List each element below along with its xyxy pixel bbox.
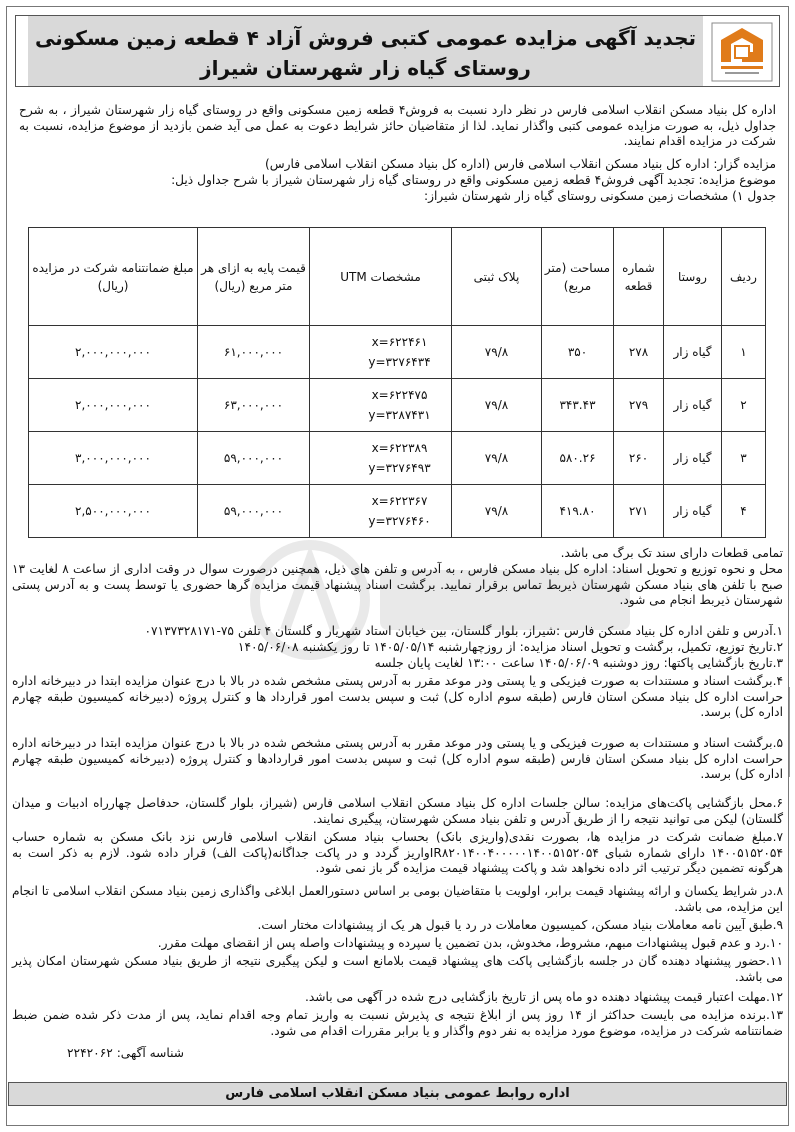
utm-y: y=۳۲۷۶۴۹۳: [368, 461, 431, 475]
subject-line: موضوع مزایده: تجدید آگهی فروش۴ قطعه زمین مسکونی واقع در روستای گیاه زار شهرستان شیراز با شرح جداول ذیل:: [171, 173, 776, 187]
table-caption: جدول ۱) مشخصات زمین مسکونی روستای گیاه زار شهرستان شیراز:: [424, 189, 776, 203]
cell-plaque: ۷۹/۸: [452, 326, 542, 379]
page-subtitle: روستای گیاه زار شهرستان شیراز: [200, 56, 531, 80]
table-row: [29, 432, 766, 485]
cell-row: ۴: [722, 485, 766, 538]
list-item: ۴.برگشت اسناد و مستندات به صورت فیزیکی و یا پستی ودر موعد مقرر به آدرس پستی مشخص شده در بالا با درج عنوان مزایده ابتدا در دبیرخانه اداره حراست اداره کل بنیاد مسکن استان فارس (طبقه سوم اداره کل) ثبت و سپس بدست امور قرارداد ها و کنترل پروژه (دبیرخانه کمیسیون طبقه چهارم اداره کل) برسد.: [12, 674, 783, 719]
col-header-lot: شماره قطعه: [614, 228, 664, 326]
cell-base-price: ۵۹,۰۰۰,۰۰۰: [198, 432, 310, 485]
list-item: ۱۰.رد و عدم قبول پیشنهادات مبهم، مشروط، مخدوش، بدن تضمین یا سپرده و پیشنهادات واصله پس از انقضای مهلت مقرر.: [157, 936, 783, 950]
cell-guarantee: ۳,۰۰۰,۰۰۰,۰۰۰: [29, 432, 198, 485]
cell-area: ۴۱۹.۸۰: [542, 485, 614, 538]
table-row: [29, 326, 766, 379]
cell-plaque: ۷۹/۸: [452, 379, 542, 432]
cell-lot: ۲۷۸: [614, 326, 664, 379]
distribution-paragraph: محل و نحوه توزیع و تحویل اسناد: اداره کل بنیاد مسکن فارس ، به آدرس و تلفن های ذیل، همچنین درصورت سوال در وقت اداری از ساعت ۸ لغایت ۱۳ صبح با تلفن های بنیاد مسکن شهرستان ذیربط تماس برقرار نمایید. برگشت اسناد پیشنهاد قیمت مزایده گرها حضوری یا توسط پست و به آدرس پستی شهرستان ذیربط انجام می شود.: [12, 562, 783, 607]
cell-utm: [310, 326, 452, 379]
utm-x: x=۶۲۲۴۶۱: [371, 335, 428, 349]
col-header-plaque: پلاک ثبتی: [452, 228, 542, 326]
utm-y: y=۳۲۷۶۴۶۰: [368, 514, 431, 528]
utm-x: x=۶۲۲۴۷۵: [371, 388, 428, 402]
header-title-band: [28, 16, 703, 86]
cell-guarantee: ۲,۰۰۰,۰۰۰,۰۰۰: [29, 379, 198, 432]
list-item: ۳.تاریخ بازگشایی پاکتها: روز دوشنبه ۱۴۰۵/۰۶/۰۹ ساعت ۱۳:۰۰ لغایت پایان جلسه: [374, 656, 783, 670]
cell-base-price: ۶۱,۰۰۰,۰۰۰: [198, 326, 310, 379]
utm-y: y=۳۲۸۷۴۳۱: [368, 408, 431, 422]
cell-base-price: ۶۳,۰۰۰,۰۰۰: [198, 379, 310, 432]
table-row: [29, 379, 766, 432]
utm-x: x=۶۲۲۳۸۹: [371, 441, 428, 455]
cell-area: ۳۴۳.۴۳: [542, 379, 614, 432]
utm-x: x=۶۲۲۳۶۷: [371, 494, 428, 508]
list-item: ۸.در شرایط یکسان و ارائه پیشنهاد قیمت برابر، اولویت با متقاضیان بومی بر اساس دستورالعمل ابلاغی واگذاری زمین بنیاد مسکن انقلاب اسلامی تا انجام این مزایده، می باشد.: [12, 884, 783, 914]
cell-guarantee: ۲,۵۰۰,۰۰۰,۰۰۰: [29, 485, 198, 538]
cell-village: گیاه زار: [664, 379, 722, 432]
list-item: ۶.محل بازگشایی پاکت‌های مزایده: سالن جلسات اداره کل بنیاد مسکن انقلاب اسلامی فارس (شیراز، بلوار گلستان، حدفاصل چهارراه ادبیات و میدان گلستان) لیکن می توانید نتیجه را از طریق آدرس و تلفن بنیاد مسکن شهرستان، پیگیری نمایند.: [12, 796, 783, 826]
cell-utm: [310, 379, 452, 432]
utm-y: y=۳۲۷۶۴۳۴: [368, 355, 431, 369]
cell-plaque: ۷۹/۸: [452, 485, 542, 538]
cell-village: گیاه زار: [664, 326, 722, 379]
col-header-row: ردیف: [722, 228, 766, 326]
list-item: ۱۱.حضور پیشنهاد دهنده گان در جلسه بازگشایی پاکت های پیشنهاد قیمت بلامانع است و لیکن پیگیری نتیجه از طریق بنیاد مسکن شهرستان امکان پذیر می باشد.: [12, 954, 783, 984]
lots-table: [28, 227, 766, 538]
cell-area: ۵۸۰.۲۶: [542, 432, 614, 485]
col-header-area: مساحت (متر مربع): [542, 228, 614, 326]
list-item: ۹.طبق آیین نامه معاملات بنیاد مسکن، کمیسیون معاملات در رد یا قبول هر یک از پیشنهادات مختار است.: [257, 918, 783, 932]
col-header-base-price: قیمت پایه به ازای هر متر مربع (ریال): [198, 228, 310, 326]
cell-base-price: ۵۹,۰۰۰,۰۰۰: [198, 485, 310, 538]
cell-village: گیاه زار: [664, 432, 722, 485]
cell-utm: [310, 432, 452, 485]
list-item: ۲.تاریخ توزیع، تکمیل، برگشت و تحویل اسناد مزایده: از روزچهارشنبه ۱۴۰۵/۰۵/۱۴ تا روز یکشنبه ۱۴۰۵/۰۶/۰۸: [237, 640, 783, 654]
cell-plaque: ۷۹/۸: [452, 432, 542, 485]
col-header-guarantee: مبلغ ضمانتنامه شرکت در مزایده (ریال): [29, 228, 198, 326]
list-item: ۱.آدرس و تلفن اداره کل بنیاد مسکن فارس :شیراز، بلوار گلستان، بین خیابان استاد شهریار و گلستان ۴ تلفن ۷۵-۰۷۱۳۷۳۲۸۱۷۱: [144, 624, 783, 638]
divider: [789, 687, 790, 777]
cell-lot: ۲۷۱: [614, 485, 664, 538]
cell-row: ۳: [722, 432, 766, 485]
header: [15, 15, 780, 87]
col-header-utm: مشخصات UTM: [310, 228, 452, 326]
list-item: ۱۲.مهلت اعتبار قیمت پیشنهاد دهنده دو ماه پس از تاریخ بازگشایی درج شده در آگهی می باشد.: [305, 990, 783, 1004]
cell-village: گیاه زار: [664, 485, 722, 538]
single-deed-note: تمامی قطعات دارای سند تک برگ می باشد.: [560, 546, 783, 560]
cell-lot: ۲۷۹: [614, 379, 664, 432]
cell-lot: ۲۶۰: [614, 432, 664, 485]
page-title: تجدید آگهی مزایده عمومی کتبی فروش آزاد ۴ قطعه زمین مسکونی: [34, 26, 697, 50]
cell-guarantee: ۲,۰۰۰,۰۰۰,۰۰۰: [29, 326, 198, 379]
col-header-village: روستا: [664, 228, 722, 326]
list-item: ۷.مبلغ ضمانت شرکت در مزایده ها، بصورت نقدی(واریزی بانک) بحساب بنیاد مسکن انقلاب اسلامی فارس نزد بانک مسکن به شماره حساب ۱۴۰۰۵۱۵۲۰۵۴ دارای شماره شبای IR۸۲۰۱۴۰۰۴۰۰۰۰۰۱۴۰۰۵۱۵۲۰۵۴واریز گردد و در پاکت جداگانه(پاکت الف) قرار داده شود. لازم به ذکر است به هرگونه تضمین دیگر ترتیب اثر داده نخواهد شد و پاکت پیشنهاد قیمت مزایده گر باز نمی شود.: [12, 830, 783, 875]
cell-row: ۱: [722, 326, 766, 379]
cell-area: ۳۵۰: [542, 326, 614, 379]
footer: اداره روابط عمومی بنیاد مسکن انقلاب اسلامی فارس: [8, 1082, 787, 1106]
table-header-row: [29, 228, 766, 326]
housing-foundation-logo-icon: [711, 22, 773, 82]
list-item: ۱۳.برنده مزایده می بایست حداکثر از ۱۴ روز پس از ابلاغ نتیجه ی پذیرش نسبت به واریز تمام وجه اقدام نماید، پس از مدت ذکر شده ضمن ضبط ضمانتنامه شرکت در مزایده، موضوع مورد مزایده به نفر دوم واگذار و یا برابر مقررات اقدام می شود.: [12, 1008, 784, 1038]
cell-row: ۲: [722, 379, 766, 432]
list-item: ۵.برگشت اسناد و مستندات به صورت فیزیکی و یا پستی ودر موعد مقرر به آدرس پستی مشخص شده در بالا با درج عنوان مزایده ابتدا در دبیرخانه اداره حراست اداره کل بنیاد مسکن استان فارس (طبقه سوم اداره کل) ثبت و سپس بدست امور قراردادها و کنترل پروژه (دبیرخانه کمیسیون طبقه چهارم اداره کل) برسد.: [12, 736, 783, 781]
auctioneer-line: مزایده گزار: اداره کل بنیاد مسکن انقلاب اسلامی فارس (اداره کل بنیاد مسکن انقلاب اسلامی فارس): [264, 157, 776, 171]
ad-id: شناسه آگهی: ۲۲۴۲۰۶۲: [67, 1046, 184, 1060]
intro-paragraph: اداره کل بنیاد مسکن انقلاب اسلامی فارس در نظر دارد نسبت به فروش۴ قطعه زمین مسکونی واقع در روستای گیاه زار شهرستان شیراز ، به شرح جداول ذیل، به صورت مزایده عمومی کتبی واگذار نماید. لذا از متقاضیان حائز شرایط دعوت به عمل می آید ضمن بازدید از موضوع مزایده، نسبت به شرکت در مزایده اقدام نمایند.: [19, 103, 776, 148]
